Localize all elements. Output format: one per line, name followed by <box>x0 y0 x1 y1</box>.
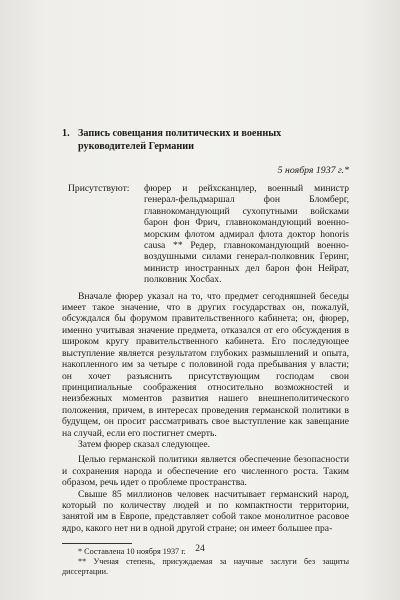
attendees-label: Присутствуют: <box>68 183 130 194</box>
paragraph: Затем фюрер сказал следующее. <box>78 438 211 450</box>
page-number: 24 <box>195 543 205 554</box>
paragraph: Вначале фюрер указал на то, что предмет сегодняшней беседы имеет такое значение, что в других государствах он, пожалуй, обсуждался бы форумом правительственного кабинета; он, фюрер, именно учитывая значение предмета, отказался от его обсуждения в широком кругу правительственного кабинета. Его последующее выступление является результатом глубоких размышлений и опыта, накопленного им за четыре с половиной года пребывания у власти; он хочет разъяснить присутствующим господам свои принципиальные соображения относительно возможностей и неизбежных моментов развития нашего внешнеполитического положения, причем, в интересах проведения германской политики в будущем, он просит рассматривать свое выступление как завещание на случай, если его постигнет смерть. <box>62 290 349 439</box>
section-title: Запись совещания политических и военных руководителей Германии <box>78 128 282 152</box>
footnote: * Составлена 10 ноября 1937 г. <box>78 547 186 557</box>
footnote: ** Ученая степень, присуждаемая за научные заслуги без защиты диссертации. <box>62 557 349 577</box>
attendees-list: фюрер и рейхсканцлер, военный министр генерал-фельдмаршал фон Бломберг, главнокомандующий сухопутными войсками барон фон Фрич, главнокомандующий военно-морским флотом адмирал флота доктор honoris causa ** Редер, главнокомандующий военно-воздушными силами генерал-полковник Геринг, министр иностранных дел барон фон Нейрат, полковник Хосбах. <box>144 183 349 286</box>
document-date: 5 ноября 1937 г.* <box>277 165 349 176</box>
page-content <box>62 128 349 577</box>
section-number: 1. <box>62 128 70 139</box>
paragraph: Свыше 85 миллионов человек насчитывает германский народ, который по количеству людей и по компактности территории, занятой им в Европе, представляет собой такое монолитное расовое ядро, какого нет ни в одной другой стране; он имеет большее пра- <box>62 488 349 534</box>
section-heading <box>62 128 349 153</box>
paragraph: Целью германской политики является обеспечение безопасности и сохранения народа и обеспечение его численного роста. Таким образом, речь идет о проблеме пространства. <box>62 454 349 489</box>
attendees-block <box>62 183 349 286</box>
